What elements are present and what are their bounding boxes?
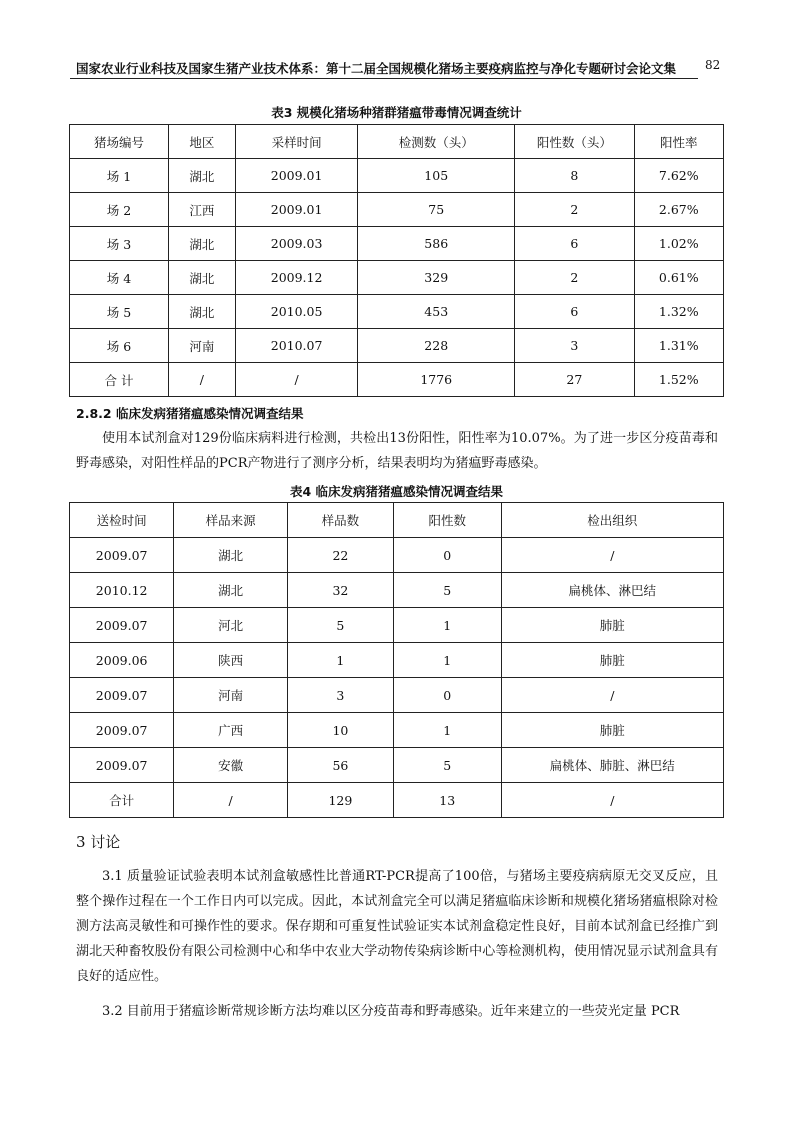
table-cell: 肺脏 [501,643,723,678]
table-cell: 22 [287,538,393,573]
table-cell: 场 2 [70,193,169,227]
table-cell: / [174,783,288,818]
table-cell: 陕西 [174,643,288,678]
table-cell: 0 [393,538,501,573]
table-cell: 河北 [174,608,288,643]
column-header: 送检时间 [70,503,174,538]
table-cell: / [168,363,235,397]
table-cell: 329 [358,261,515,295]
table-cell: 56 [287,748,393,783]
table-cell: 1.31% [634,329,723,363]
table-cell: 129 [287,783,393,818]
running-header [70,56,698,79]
section-282-paragraph: 使用本试剂盒对129份临床病料进行检测，共检出13份阳性，阳性率为10.07%。为了进一步区分疫苗毒和野毒感染，对阳性样品的PCR产物进行了测序分析，结果表明均为猪瘟野毒感染。 [76,431,718,471]
table3-header-row [70,125,724,159]
table-cell: 8 [515,159,634,193]
table-cell: 3 [515,329,634,363]
table-cell: 合计 [70,783,174,818]
table-cell: 1.02% [634,227,723,261]
table-cell: 1 [393,713,501,748]
table-cell: 2009.03 [235,227,357,261]
table-row [70,159,724,193]
table-cell: 河南 [168,329,235,363]
table-row [70,538,724,573]
column-header: 采样时间 [235,125,357,159]
table-cell: 2009.07 [70,608,174,643]
table-cell: 湖北 [174,538,288,573]
table-row [70,608,724,643]
page-number: 82 [705,58,721,72]
table-cell: 安徽 [174,748,288,783]
table-cell: 扁桃体、淋巴结 [501,573,723,608]
table-cell: 肺脏 [501,713,723,748]
column-header: 阳性数 [393,503,501,538]
table-cell: 场 4 [70,261,169,295]
paragraph-3-1: 3.1 质量验证试验表明本试剂盒敏感性比普通RT-PCR提高了100倍，与猪场主要疫病病原无交叉反应，且整个操作过程在一个工作日内可以完成。因此，本试剂盒完全可以满足猪瘟临床诊断和规模化猪场猪瘟根除对检测方法高灵敏性和可操作性的要求。保存期和可重复性试验证实本试剂盒稳定性良好，目前本试剂盒已经推广到湖北天种畜牧股份有限公司检测中心和华中农业大学动物传染病诊断中心等检测机构，使用情况显示试剂盒具有良好的适应性。 [76,869,718,984]
table-cell: 1.52% [634,363,723,397]
table-cell: 75 [358,193,515,227]
table-row [70,193,724,227]
table-cell: 2009.01 [235,193,357,227]
column-header: 样品来源 [174,503,288,538]
table-cell: 586 [358,227,515,261]
table-cell: 5 [393,748,501,783]
table-cell: 2009.12 [235,261,357,295]
table-cell: 肺脏 [501,608,723,643]
column-header: 样品数 [287,503,393,538]
table-cell: 河南 [174,678,288,713]
table-cell: 2010.05 [235,295,357,329]
column-header: 地区 [168,125,235,159]
table-cell: 7.62% [634,159,723,193]
table-cell: 2009.07 [70,713,174,748]
table-row [70,748,724,783]
table-cell: 5 [393,573,501,608]
table-cell: 2010.12 [70,573,174,608]
table-cell: 2009.07 [70,538,174,573]
column-header: 检出组织 [501,503,723,538]
table-cell: 2.67% [634,193,723,227]
table-cell: 2009.07 [70,748,174,783]
table-cell: 场 5 [70,295,169,329]
table-cell: 1 [287,643,393,678]
table-cell: 5 [287,608,393,643]
table-cell: 0 [393,678,501,713]
table3 [69,124,724,397]
table-cell: 湖北 [168,295,235,329]
table-row [70,643,724,678]
table-row [70,713,724,748]
table-cell: 2 [515,261,634,295]
table-cell: 2009.07 [70,678,174,713]
table-cell: 场 1 [70,159,169,193]
table-cell: 2009.01 [235,159,357,193]
table-cell: 105 [358,159,515,193]
table-row [70,573,724,608]
running-title: 国家农业行业科技及国家生猪产业技术体系：第十二届全国规模化猪场主要疫病监控与净化专题研讨会论文集 [76,61,677,76]
table-cell: 2 [515,193,634,227]
table3-caption: 表3 规模化猪场种猪群猪瘟带毒情况调查统计 [271,105,522,120]
paragraph-3-2: 3.2 目前用于猪瘟诊断常规诊断方法均难以区分疫苗毒和野毒感染。近年来建立的一些荧光定量 PCR [102,1004,680,1019]
table-cell: / [501,538,723,573]
table-cell: 6 [515,295,634,329]
table-cell: 10 [287,713,393,748]
table-cell: / [235,363,357,397]
table-cell: 6 [515,227,634,261]
table4 [69,502,724,818]
table-cell: 1 [393,643,501,678]
column-header: 阳性率 [634,125,723,159]
table-row [70,295,724,329]
table-cell: 湖北 [168,159,235,193]
table-cell: 合 计 [70,363,169,397]
table-row [70,329,724,363]
section-3-heading: 3 讨论 [76,833,121,851]
column-header: 阳性数（头） [515,125,634,159]
table-row [70,783,724,818]
table-cell: / [501,678,723,713]
table-cell: 1.32% [634,295,723,329]
table-cell: 扁桃体、肺脏、淋巴结 [501,748,723,783]
table-cell: 江西 [168,193,235,227]
table-cell: 湖北 [168,261,235,295]
table-cell: 2009.06 [70,643,174,678]
table-cell: 3 [287,678,393,713]
table-cell: 228 [358,329,515,363]
table-cell: 1 [393,608,501,643]
section-282-heading: 2.8.2 临床发病猪猪瘟感染情况调查结果 [76,406,304,421]
table4-header-row [70,503,724,538]
table-row [70,678,724,713]
table-cell: 湖北 [168,227,235,261]
table-cell: / [501,783,723,818]
table-cell: 广西 [174,713,288,748]
table-cell: 场 3 [70,227,169,261]
column-header: 检测数（头） [358,125,515,159]
table-row [70,363,724,397]
table-cell: 1776 [358,363,515,397]
table-cell: 湖北 [174,573,288,608]
table-cell: 453 [358,295,515,329]
table-cell: 0.61% [634,261,723,295]
column-header: 猪场编号 [70,125,169,159]
table-cell: 13 [393,783,501,818]
table-row [70,261,724,295]
table-cell: 场 6 [70,329,169,363]
table-cell: 27 [515,363,634,397]
table-row [70,227,724,261]
table4-caption: 表4 临床发病猪猪瘟感染情况调查结果 [289,484,504,499]
table-cell: 32 [287,573,393,608]
table-cell: 2010.07 [235,329,357,363]
